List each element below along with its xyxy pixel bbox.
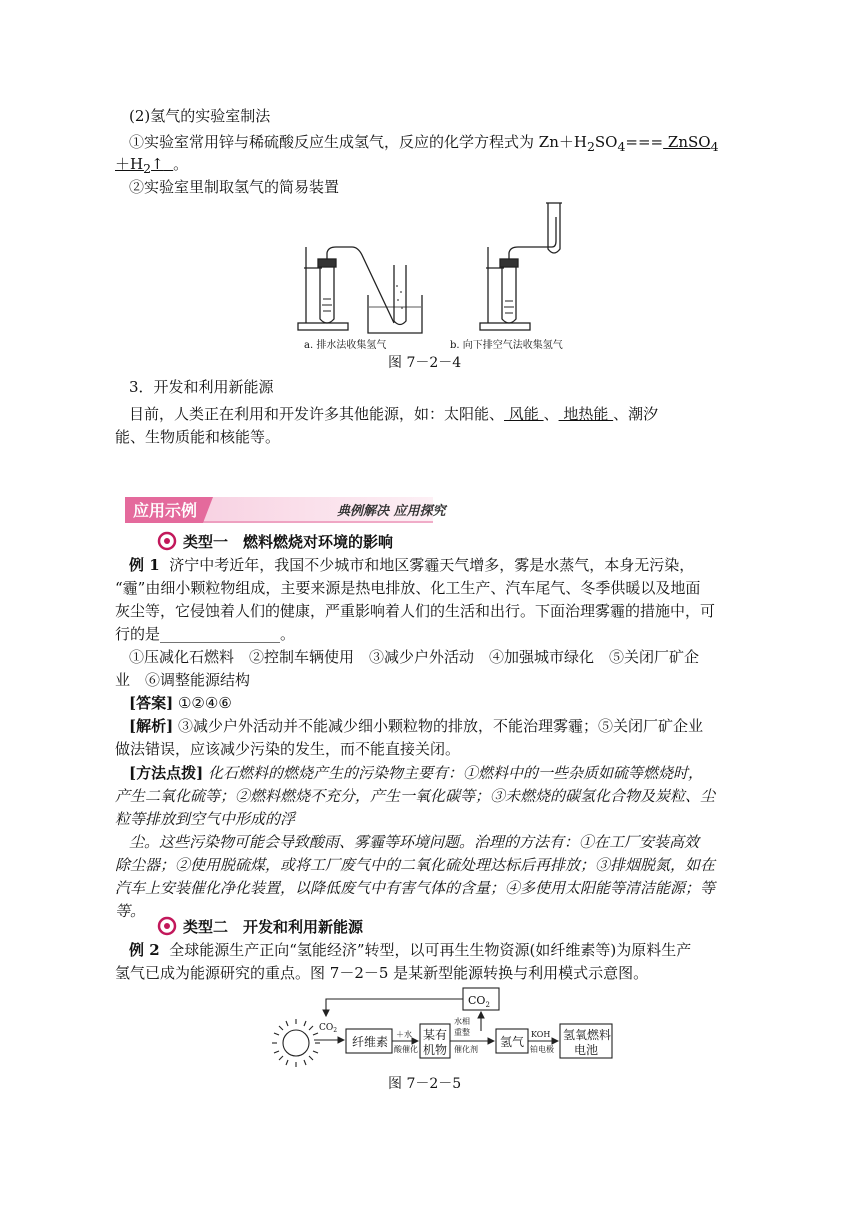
- method-line3: 粒等排放到空气中形成的浮: [115, 810, 296, 828]
- energy-line: 目前，人类正在利用和开发许多其他能源，如：太阳能、 风能 、 地热能 、潮汐: [129, 405, 659, 423]
- trough: [368, 295, 422, 333]
- example1-line2: “霾”由细小颗粒物组成，主要来源是热电排放、化工生产、汽车尾气、冬季供暖以及地面: [115, 579, 701, 597]
- test-tube-b: [502, 265, 516, 323]
- section-banner: [125, 497, 446, 523]
- figure-caption-2: 图 7－2－5: [388, 1076, 462, 1092]
- answer-blank: ZnSO$_4$: [663, 133, 719, 154]
- banner-left: 应用示例: [133, 501, 198, 520]
- arrow2-top-line2: 重整: [454, 1028, 470, 1037]
- banner-right: 典例解决 应用探究: [337, 504, 446, 519]
- delivery-tube-a: [327, 247, 394, 323]
- example1-line1: 例 1 济宁中考近年，我国不少城市和地区雾霾天气增多，雾是水蒸气，本身无污染，: [129, 556, 695, 574]
- arrow2-bottom-label: 催化剂: [454, 1045, 478, 1054]
- collect-tube-a: [394, 265, 406, 325]
- box-fuelcell-line2: 电池: [574, 1043, 599, 1057]
- blank-geothermal: 地热能: [558, 405, 614, 423]
- answer-line: [答案] ①②④⑥: [129, 694, 232, 712]
- box-hydrogen-text: 氢气: [500, 1035, 525, 1049]
- arrow1-bottom-label: 酸催化: [394, 1045, 418, 1054]
- options-line2: 业 ⑥调整能源结构: [115, 671, 251, 689]
- caption-b: b. 向下排空气法收集氢气: [450, 340, 563, 351]
- section-heading: (2)氢气的实验室制法: [129, 107, 271, 125]
- target-icon: [157, 531, 177, 551]
- options-line1: ①压减化石燃料 ②控制车辆使用 ③减少户外活动 ④加强城市绿化 ⑤关闭厂矿企: [129, 648, 700, 666]
- sun-icon: [283, 1030, 309, 1056]
- answer-blank-cont: $+H_2↑$: [115, 155, 164, 176]
- co2-left-label: $CO_2$: [319, 1023, 338, 1034]
- apparatus-intro: ②实验室里制取氢气的简易装置: [129, 178, 340, 196]
- box-fuelcell-line1: 氢氧燃料: [563, 1028, 612, 1042]
- type1-heading: 类型一 燃料燃烧对环境的影响: [157, 531, 393, 553]
- blank-wind: 风能: [504, 405, 544, 423]
- arrow1-top-label: ＋水: [396, 1030, 412, 1039]
- equation-line-cont: $+H_2↑$ 。: [115, 155, 189, 176]
- example1-line3: 灰尘等，它侵蚀着人们的健康，严重影响着人们的生活和出行。下面治理雾霾的措施中，可: [115, 602, 716, 620]
- section-heading-3: 3．开发和利用新能源: [129, 378, 274, 396]
- collect-tube-b: [548, 203, 560, 253]
- test-tube-a: [320, 265, 334, 323]
- method-line4: 尘。这些污染物可能会导致酸雨、雾霾等环境问题。治理的方法有：①在工厂安装高效: [129, 833, 700, 851]
- method-line5: 除尘器；②使用脱硫煤，或将工厂废气中的二氧化硫处理达标后再排放；③排烟脱氮，如在: [115, 856, 716, 874]
- method-line7: 等。: [115, 902, 146, 920]
- example2-line2: 氢气已成为能源研究的重点。图 7－2－5 是某新型能源转换与利用模式示意图。: [115, 964, 649, 982]
- energy-line-cont: 能、生物质能和核能等。: [115, 428, 281, 446]
- co2-top-label: $CO_2$: [468, 994, 490, 1009]
- box-organic-line1: 某有: [423, 1028, 448, 1042]
- box-organic-line2: 机物: [423, 1043, 448, 1057]
- stand-base-b: [480, 323, 530, 330]
- arrow2-top-line1: 水相: [454, 1017, 470, 1026]
- example1-line4: 行的是________________。: [115, 625, 296, 643]
- type2-heading: 类型二 开发和利用新能源: [157, 916, 363, 938]
- target-icon: [157, 916, 177, 936]
- stand-base-a: [298, 323, 348, 330]
- stopper-a: [318, 259, 336, 267]
- figure-caption: 图 7－2－4: [388, 355, 462, 371]
- energy-diagram: [268, 984, 628, 1070]
- analysis-line2: 做法错误，应该减少污染的发生，而不能直接关闭。: [115, 740, 461, 758]
- delivery-tube-b: [509, 217, 556, 259]
- box-cellulose-text: 纤维素: [352, 1035, 389, 1049]
- arrow3-top-label: KOH: [531, 1030, 551, 1039]
- method-line2: 产生二氧化硫等；②燃料燃烧不充分，产生一氧化碳等；③未燃烧的碳氢化合物及炭粒、尘: [115, 787, 716, 805]
- example2-line1: 例 2 全球能源生产正向“氢能经济”转型，以可再生生物资源(如纤维素等)为原料生产: [129, 941, 692, 959]
- sun-rays-icon: [272, 1019, 320, 1067]
- equation-line: ①实验室常用锌与稀硫酸反应生成氢气，反应的化学方程式为 $Zn+H_2SO_4===$ ZnSO$_4$: [129, 133, 719, 154]
- caption-a: a. 排水法收集氢气: [304, 340, 387, 351]
- method-line1: [方法点拨] 化石燃料的燃烧产生的污染物主要有：①燃料中的一些杂质如硫等燃烧时，: [129, 764, 703, 782]
- apparatus-figure: [290, 195, 610, 355]
- analysis-line1: [解析] ③减少户外活动并不能减少细小颗粒物的排放，不能治理雾霾；⑤关闭厂矿企业: [129, 717, 703, 735]
- arrow3-bottom-label: 铂电极: [530, 1045, 554, 1054]
- method-line6: 汽车上安装催化净化装置，以降低废气中有害气体的含量；④多使用太阳能等清洁能源；等: [115, 879, 716, 897]
